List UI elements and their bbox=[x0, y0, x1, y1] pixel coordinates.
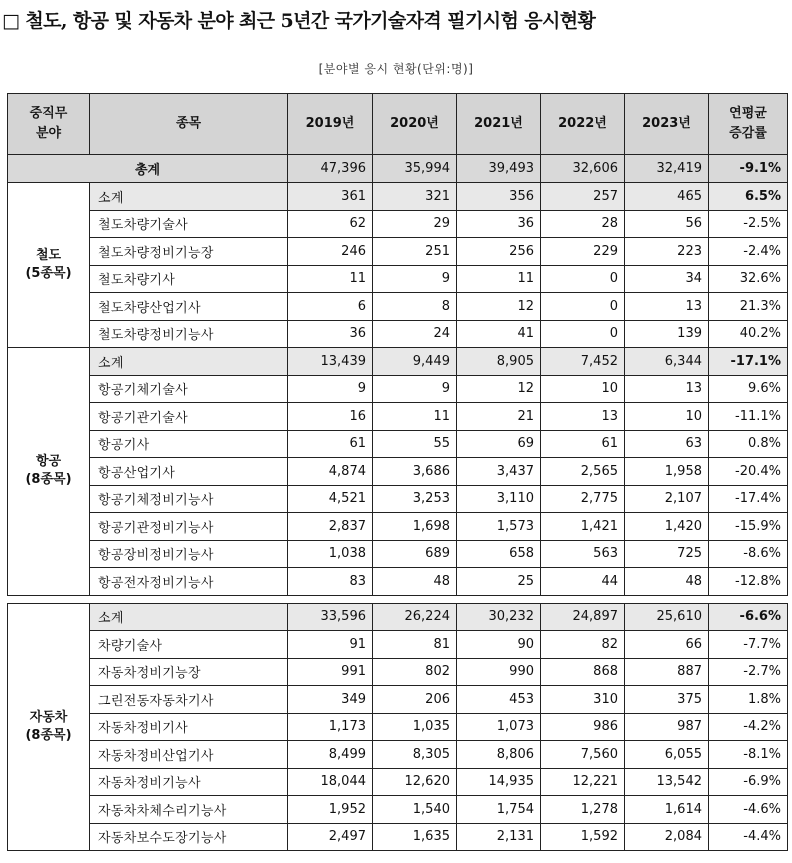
year-value: 11 bbox=[288, 265, 373, 293]
year-value: 0 bbox=[541, 265, 625, 293]
header-year-2020: 2020년 bbox=[373, 94, 457, 155]
year-value: 63 bbox=[625, 430, 709, 458]
header-year-2021: 2021년 bbox=[457, 94, 541, 155]
table-row bbox=[8, 403, 788, 431]
separator-cell bbox=[8, 595, 788, 603]
table-row bbox=[8, 631, 788, 659]
subtotal-label: 소계 bbox=[90, 348, 288, 376]
year-value: 2,131 bbox=[457, 823, 541, 851]
table-row bbox=[8, 375, 788, 403]
year-value: 3,110 bbox=[457, 485, 541, 513]
year-value: 10 bbox=[625, 403, 709, 431]
table-row bbox=[8, 320, 788, 348]
group-name: 자동차 bbox=[29, 709, 68, 725]
year-value: 12,620 bbox=[373, 768, 457, 796]
rate-value: -2.5% bbox=[709, 210, 788, 238]
year-value: 246 bbox=[288, 238, 373, 266]
item-name: 철도차량산업기사 bbox=[90, 293, 288, 321]
year-value: 2,565 bbox=[541, 458, 625, 486]
year-value: 13,542 bbox=[625, 768, 709, 796]
table-row bbox=[8, 540, 788, 568]
table-row bbox=[8, 238, 788, 266]
item-name: 항공기관기술사 bbox=[90, 403, 288, 431]
header-rate bbox=[709, 94, 788, 155]
subtotal-label: 소계 bbox=[90, 183, 288, 211]
table-row bbox=[8, 485, 788, 513]
year-value: 48 bbox=[625, 568, 709, 596]
year-value: 56 bbox=[625, 210, 709, 238]
subtotal-row bbox=[8, 603, 788, 631]
year-value: 48 bbox=[373, 568, 457, 596]
year-value: 1,278 bbox=[541, 796, 625, 824]
group-name: 항공 bbox=[35, 454, 62, 470]
item-name: 항공전자정비기능사 bbox=[90, 568, 288, 596]
year-value: 13,439 bbox=[288, 348, 373, 376]
header-rate-line1: 연평균 bbox=[729, 106, 767, 121]
total-row bbox=[8, 155, 788, 183]
table-row bbox=[8, 823, 788, 851]
year-value: 9 bbox=[373, 375, 457, 403]
group-separator bbox=[8, 595, 788, 603]
rate-value: 1.8% bbox=[709, 686, 788, 714]
item-name: 자동차차체수리기능사 bbox=[90, 796, 288, 824]
year-value: 62 bbox=[288, 210, 373, 238]
year-value: 55 bbox=[373, 430, 457, 458]
year-value: 83 bbox=[288, 568, 373, 596]
year-value: 61 bbox=[288, 430, 373, 458]
rate-value: -8.1% bbox=[709, 741, 788, 769]
year-value: 8,499 bbox=[288, 741, 373, 769]
year-value: 12 bbox=[457, 293, 541, 321]
year-value: 6 bbox=[288, 293, 373, 321]
rate-value: 21.3% bbox=[709, 293, 788, 321]
year-value: 1,698 bbox=[373, 513, 457, 541]
table-row bbox=[8, 768, 788, 796]
subtotal-row bbox=[8, 183, 788, 211]
item-name: 항공기사 bbox=[90, 430, 288, 458]
item-name: 자동차정비산업기사 bbox=[90, 741, 288, 769]
year-value: 24,897 bbox=[541, 603, 625, 631]
year-value: 2,837 bbox=[288, 513, 373, 541]
year-value: 349 bbox=[288, 686, 373, 714]
group-count: (8종목) bbox=[25, 472, 72, 488]
year-value: 30,232 bbox=[457, 603, 541, 631]
year-value: 563 bbox=[541, 540, 625, 568]
year-value: 0 bbox=[541, 293, 625, 321]
year-value: 251 bbox=[373, 238, 457, 266]
year-value: 26,224 bbox=[373, 603, 457, 631]
rate-value: -6.9% bbox=[709, 768, 788, 796]
table-row bbox=[8, 658, 788, 686]
total-value: 32,606 bbox=[541, 155, 625, 183]
year-value: 223 bbox=[625, 238, 709, 266]
year-value: 139 bbox=[625, 320, 709, 348]
year-value: 1,540 bbox=[373, 796, 457, 824]
year-value: 24 bbox=[373, 320, 457, 348]
item-name: 철도차량기사 bbox=[90, 265, 288, 293]
year-value: 2,775 bbox=[541, 485, 625, 513]
rate-value: -2.7% bbox=[709, 658, 788, 686]
table-row bbox=[8, 713, 788, 741]
year-value: 69 bbox=[457, 430, 541, 458]
year-value: 12 bbox=[457, 375, 541, 403]
year-value: 11 bbox=[457, 265, 541, 293]
year-value: 13 bbox=[625, 375, 709, 403]
year-value: 4,521 bbox=[288, 485, 373, 513]
year-value: 1,035 bbox=[373, 713, 457, 741]
year-value: 25,610 bbox=[625, 603, 709, 631]
table-row bbox=[8, 513, 788, 541]
year-value: 44 bbox=[541, 568, 625, 596]
total-value: 35,994 bbox=[373, 155, 457, 183]
year-value: 9 bbox=[373, 265, 457, 293]
rate-value: 40.2% bbox=[709, 320, 788, 348]
year-value: 1,421 bbox=[541, 513, 625, 541]
year-value: 356 bbox=[457, 183, 541, 211]
rate-value: -7.7% bbox=[709, 631, 788, 659]
table-caption: [분야별 응시 현황(단위:명)] bbox=[318, 62, 474, 76]
table-row bbox=[8, 265, 788, 293]
year-value: 991 bbox=[288, 658, 373, 686]
item-name: 그린전동자동차기사 bbox=[90, 686, 288, 714]
year-value: 11 bbox=[373, 403, 457, 431]
header-year-2019: 2019년 bbox=[288, 94, 373, 155]
year-value: 28 bbox=[541, 210, 625, 238]
year-value: 41 bbox=[457, 320, 541, 348]
year-value: 3,437 bbox=[457, 458, 541, 486]
year-value: 986 bbox=[541, 713, 625, 741]
year-value: 868 bbox=[541, 658, 625, 686]
table-row bbox=[8, 796, 788, 824]
group-cell-automobile bbox=[8, 603, 90, 851]
year-value: 0 bbox=[541, 320, 625, 348]
item-name: 자동차정비기능사 bbox=[90, 768, 288, 796]
year-value: 14,935 bbox=[457, 768, 541, 796]
year-value: 36 bbox=[457, 210, 541, 238]
header-year-2022: 2022년 bbox=[541, 94, 625, 155]
year-value: 2,084 bbox=[625, 823, 709, 851]
rate-value: -4.2% bbox=[709, 713, 788, 741]
rate-value: -4.4% bbox=[709, 823, 788, 851]
rate-value: -17.4% bbox=[709, 485, 788, 513]
year-value: 34 bbox=[625, 265, 709, 293]
year-value: 29 bbox=[373, 210, 457, 238]
year-value: 25 bbox=[457, 568, 541, 596]
year-value: 725 bbox=[625, 540, 709, 568]
year-value: 310 bbox=[541, 686, 625, 714]
table-row bbox=[8, 293, 788, 321]
year-value: 6,344 bbox=[625, 348, 709, 376]
year-value: 8,905 bbox=[457, 348, 541, 376]
year-value: 1,038 bbox=[288, 540, 373, 568]
year-value: 802 bbox=[373, 658, 457, 686]
total-value: 47,396 bbox=[288, 155, 373, 183]
year-value: 91 bbox=[288, 631, 373, 659]
year-value: 1,958 bbox=[625, 458, 709, 486]
year-value: 4,874 bbox=[288, 458, 373, 486]
exam-applicants-table bbox=[7, 93, 788, 851]
group-cell-aviation bbox=[8, 348, 90, 596]
group-cell-railway bbox=[8, 183, 90, 348]
rate-value: -6.6% bbox=[709, 603, 788, 631]
page-title: □ 철도, 항공 및 자동차 분야 최근 5년간 국가기술자격 필기시험 응시현황 bbox=[2, 10, 596, 32]
rate-value: -11.1% bbox=[709, 403, 788, 431]
year-value: 61 bbox=[541, 430, 625, 458]
year-value: 18,044 bbox=[288, 768, 373, 796]
year-value: 229 bbox=[541, 238, 625, 266]
total-value: 32,419 bbox=[625, 155, 709, 183]
rate-value: -17.1% bbox=[709, 348, 788, 376]
year-value: 90 bbox=[457, 631, 541, 659]
year-value: 1,754 bbox=[457, 796, 541, 824]
subtotal-row bbox=[8, 348, 788, 376]
year-value: 9,449 bbox=[373, 348, 457, 376]
year-value: 7,452 bbox=[541, 348, 625, 376]
header-item: 종목 bbox=[90, 94, 288, 155]
year-value: 987 bbox=[625, 713, 709, 741]
year-value: 81 bbox=[373, 631, 457, 659]
year-value: 9 bbox=[288, 375, 373, 403]
rate-value: -2.4% bbox=[709, 238, 788, 266]
header-field bbox=[8, 94, 90, 155]
total-rate: -9.1% bbox=[709, 155, 788, 183]
item-name: 자동차정비기능장 bbox=[90, 658, 288, 686]
rate-value: -8.6% bbox=[709, 540, 788, 568]
year-value: 465 bbox=[625, 183, 709, 211]
header-row bbox=[8, 94, 788, 155]
year-value: 1,614 bbox=[625, 796, 709, 824]
year-value: 658 bbox=[457, 540, 541, 568]
header-year-2023: 2023년 bbox=[625, 94, 709, 155]
item-name: 항공기관정비기능사 bbox=[90, 513, 288, 541]
group-name: 철도 bbox=[35, 248, 62, 263]
year-value: 2,107 bbox=[625, 485, 709, 513]
year-value: 257 bbox=[541, 183, 625, 211]
year-value: 82 bbox=[541, 631, 625, 659]
item-name: 철도차량정비기능장 bbox=[90, 238, 288, 266]
rate-value: 0.8% bbox=[709, 430, 788, 458]
year-value: 1,073 bbox=[457, 713, 541, 741]
group-count: (5종목) bbox=[25, 266, 72, 281]
year-value: 1,952 bbox=[288, 796, 373, 824]
rate-value: -15.9% bbox=[709, 513, 788, 541]
year-value: 66 bbox=[625, 631, 709, 659]
rate-value: 9.6% bbox=[709, 375, 788, 403]
year-value: 12,221 bbox=[541, 768, 625, 796]
year-value: 1,173 bbox=[288, 713, 373, 741]
rate-value: -20.4% bbox=[709, 458, 788, 486]
table-row bbox=[8, 741, 788, 769]
year-value: 13 bbox=[541, 403, 625, 431]
year-value: 10 bbox=[541, 375, 625, 403]
table-row bbox=[8, 686, 788, 714]
item-name: 차량기술사 bbox=[90, 631, 288, 659]
item-name: 항공기체기술사 bbox=[90, 375, 288, 403]
item-name: 자동차정비기사 bbox=[90, 713, 288, 741]
item-name: 항공기체정비기능사 bbox=[90, 485, 288, 513]
year-value: 2,497 bbox=[288, 823, 373, 851]
header-field-line2: 분야 bbox=[35, 126, 62, 141]
group-count: (8종목) bbox=[25, 727, 72, 743]
table-row bbox=[8, 430, 788, 458]
year-value: 36 bbox=[288, 320, 373, 348]
header-field-line1: 중직무 bbox=[29, 106, 68, 121]
year-value: 361 bbox=[288, 183, 373, 211]
year-value: 8,806 bbox=[457, 741, 541, 769]
year-value: 1,420 bbox=[625, 513, 709, 541]
table-row bbox=[8, 568, 788, 596]
total-value: 39,493 bbox=[457, 155, 541, 183]
year-value: 375 bbox=[625, 686, 709, 714]
subtotal-label: 소계 bbox=[90, 603, 288, 631]
year-value: 16 bbox=[288, 403, 373, 431]
rate-value: -4.6% bbox=[709, 796, 788, 824]
rate-value: 6.5% bbox=[709, 183, 788, 211]
item-name: 자동차보수도장기능사 bbox=[90, 823, 288, 851]
year-value: 3,686 bbox=[373, 458, 457, 486]
item-name: 항공산업기사 bbox=[90, 458, 288, 486]
header-rate-line2: 증감률 bbox=[729, 126, 767, 141]
year-value: 8,305 bbox=[373, 741, 457, 769]
year-value: 1,592 bbox=[541, 823, 625, 851]
year-value: 887 bbox=[625, 658, 709, 686]
total-label: 총계 bbox=[8, 155, 288, 183]
year-value: 13 bbox=[625, 293, 709, 321]
item-name: 철도차량기술사 bbox=[90, 210, 288, 238]
rate-value: 32.6% bbox=[709, 265, 788, 293]
year-value: 453 bbox=[457, 686, 541, 714]
year-value: 1,635 bbox=[373, 823, 457, 851]
year-value: 21 bbox=[457, 403, 541, 431]
year-value: 1,573 bbox=[457, 513, 541, 541]
item-name: 철도차량정비기능사 bbox=[90, 320, 288, 348]
year-value: 7,560 bbox=[541, 741, 625, 769]
year-value: 8 bbox=[373, 293, 457, 321]
year-value: 321 bbox=[373, 183, 457, 211]
year-value: 3,253 bbox=[373, 485, 457, 513]
table-row bbox=[8, 458, 788, 486]
rate-value: -12.8% bbox=[709, 568, 788, 596]
year-value: 990 bbox=[457, 658, 541, 686]
year-value: 6,055 bbox=[625, 741, 709, 769]
table-row bbox=[8, 210, 788, 238]
year-value: 33,596 bbox=[288, 603, 373, 631]
item-name: 항공장비정비기능사 bbox=[90, 540, 288, 568]
year-value: 689 bbox=[373, 540, 457, 568]
year-value: 206 bbox=[373, 686, 457, 714]
year-value: 256 bbox=[457, 238, 541, 266]
